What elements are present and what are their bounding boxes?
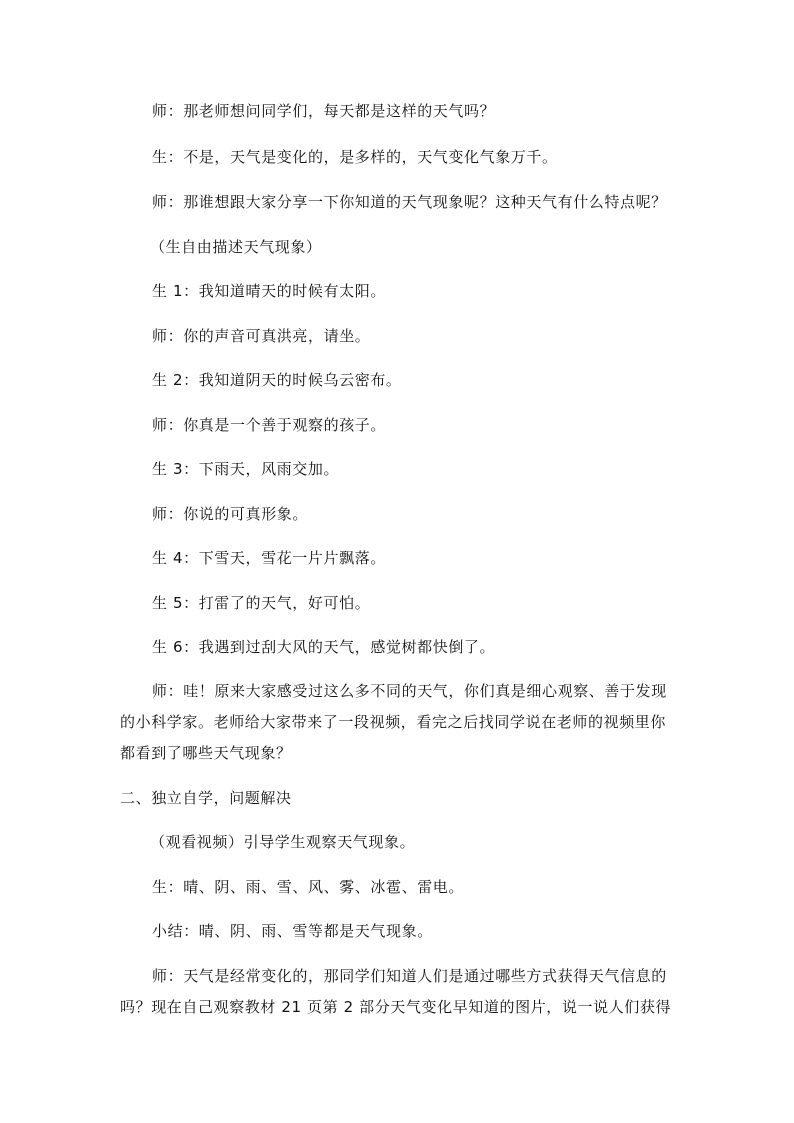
- paragraph-line: 生 1：我知道晴天的时候有太阳。: [152, 282, 386, 300]
- paragraph-line: 生 2：我知道阴天的时候乌云密布。: [152, 371, 402, 389]
- paragraph-line: 师：哇！原来大家感受过这么多不同的天气，你们真是细心观察、善于发现: [152, 682, 667, 700]
- paragraph-line: 都看到了哪些天气现象？: [120, 744, 292, 762]
- paragraph-line: 生：晴、阴、雨、雪、风、雾、冰雹、雷电。: [152, 878, 465, 896]
- paragraph-line: 生：不是，天气是变化的，是多样的，天气变化气象万千。: [152, 148, 558, 166]
- paragraph-line: 的小科学家。老师给大家带来了一段视频，看完之后找同学说在老师的视频里你: [120, 713, 667, 731]
- paragraph-line: 生 5：打雷了的天气，好可怕。: [152, 594, 371, 612]
- paragraph-line: 师：那老师想问同学们，每天都是这样的天气吗？: [152, 102, 496, 120]
- paragraph-line: 师：你真是一个善于观察的孩子。: [152, 416, 387, 434]
- section-heading: 二、独立自学，问题解决: [120, 789, 292, 807]
- paragraph-line: 师：你说的可真形象。: [152, 505, 309, 523]
- paragraph-line: （生自由描述天气现象）: [150, 238, 322, 256]
- paragraph-line: 师：天气是经常变化的，那同学们知道人们是通过哪些方式获得天气信息的: [152, 967, 667, 985]
- paragraph-line: 小结：晴、阴、雨、雪等都是天气现象。: [152, 922, 433, 940]
- paragraph-line: 吗？现在自己观察教材 21 页第 2 部分天气变化早知道的图片，说一说人们获得: [120, 998, 672, 1016]
- paragraph-line: 生 4：下雪天，雪花一片片飘落。: [152, 549, 386, 567]
- paragraph-line: 师：那谁想跟大家分享一下你知道的天气现象呢？这种天气有什么特点呢？: [152, 193, 667, 211]
- paragraph-line: 生 3：下雨天，风雨交加。: [152, 460, 340, 478]
- paragraph-line: 生 6：我遇到过刮大风的天气，感觉树都快倒了。: [152, 638, 496, 656]
- paragraph-line: （观看视频）引导学生观察天气现象。: [150, 833, 416, 851]
- paragraph-line: 师：你的声音可真洪亮，请坐。: [152, 327, 371, 345]
